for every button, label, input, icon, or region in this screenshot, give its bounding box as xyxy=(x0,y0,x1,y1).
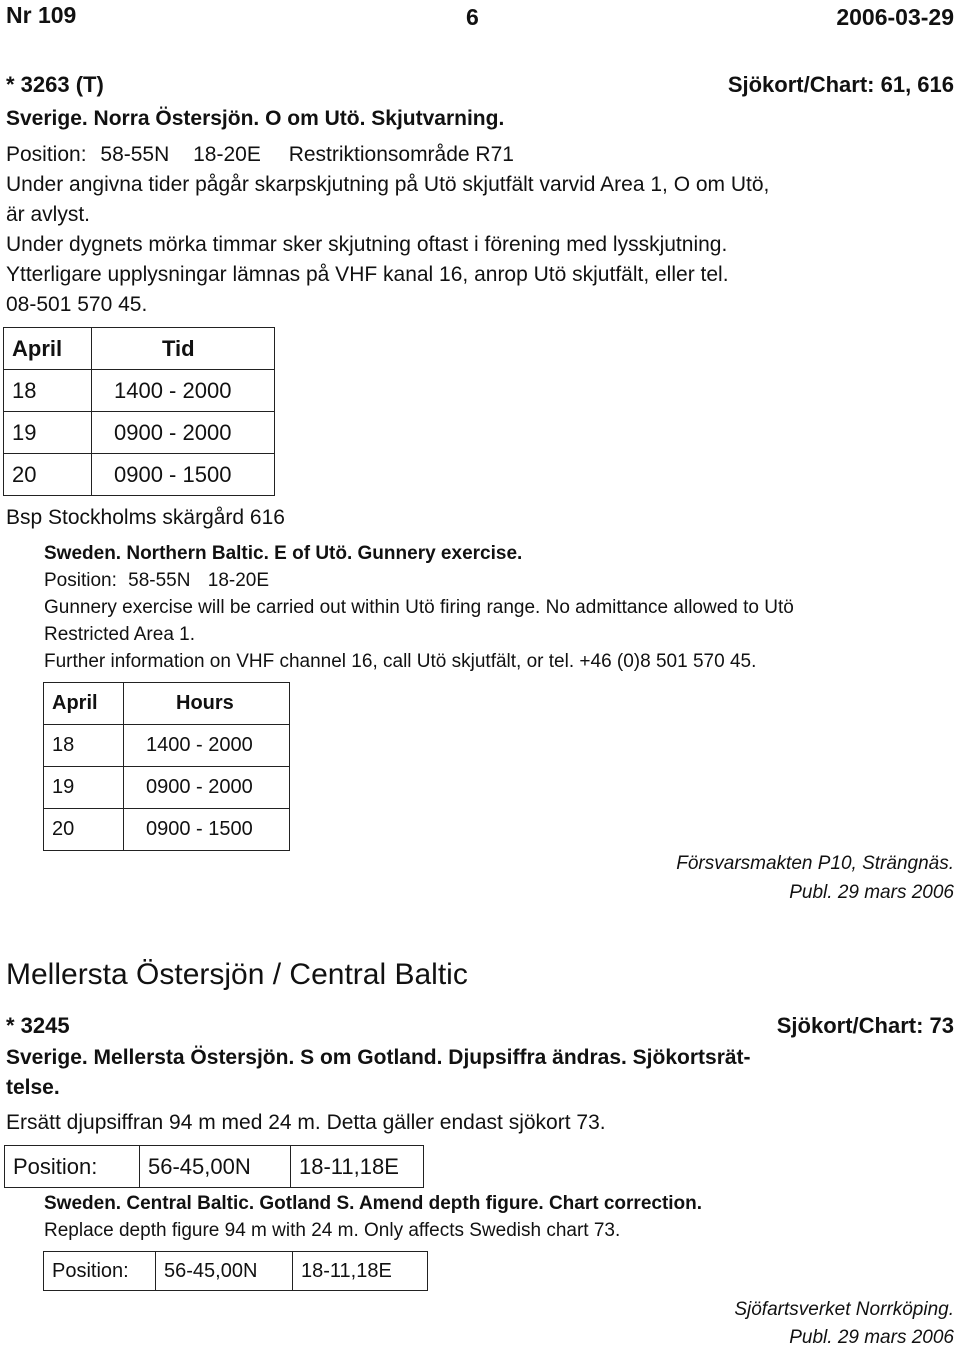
page-number: 6 xyxy=(466,4,479,30)
body-line: Replace depth figure 94 m with 24 m. Only affects Swedish chart 73. xyxy=(44,1220,621,1241)
table-cell: 19 xyxy=(44,767,124,809)
notice-title-en: Sweden. Northern Baltic. E of Utö. Gunnery exercise. xyxy=(44,543,523,564)
table-cell: 18 xyxy=(4,370,92,412)
body-line: Gunnery exercise will be carried out within Utö firing range. No admittance allowed to Utö xyxy=(44,597,794,618)
notice-number: * 3263 (T) xyxy=(6,72,104,97)
notice-title-sv: Sverige. Norra Östersjön. O om Utö. Skjutvarning. xyxy=(6,107,505,130)
table-cell: 18-11,18E xyxy=(293,1252,428,1291)
table-cell: 56-45,00N xyxy=(156,1252,293,1291)
chart-reference: Sjökort/Chart: 61, 616 xyxy=(727,72,954,97)
issue-date: 2006-03-29 xyxy=(836,4,954,30)
restricted-area: Restriktionsområde R71 xyxy=(288,143,514,166)
schedule-table-sv xyxy=(3,327,275,496)
table-cell: 0900 - 1500 xyxy=(124,809,290,851)
table-row xyxy=(44,725,290,767)
body-line: Restricted Area 1. xyxy=(44,624,196,645)
body-line: Under dygnets mörka timmar sker skjutning oftast i förening med lysskjutning. xyxy=(6,233,728,256)
table-cell: 0900 - 1500 xyxy=(92,454,275,496)
table-cell: 19 xyxy=(4,412,92,454)
notice-title-sv-cont: telse. xyxy=(6,1076,60,1099)
section-title: Mellersta Östersjön / Central Baltic xyxy=(6,958,468,991)
issue-number: Nr 109 xyxy=(6,2,77,28)
position-lon: 18-20E xyxy=(207,570,270,591)
body-line: Under angivna tider pågår skarpskjutning på Utö skjutfält varvid Area 1, O om Utö, xyxy=(6,173,770,196)
notice-title-sv: Sverige. Mellersta Östersjön. S om Gotland. Djupsiffra ändras. Sjökortsrät- xyxy=(6,1046,751,1069)
notice-title-en: Sweden. Central Baltic. Gotland S. Amend depth figure. Chart correction. xyxy=(44,1193,703,1214)
table-cell: Position: xyxy=(44,1252,156,1291)
position-table-sv xyxy=(4,1145,424,1188)
table-cell: 1400 - 2000 xyxy=(124,725,290,767)
position-lat: 58-55N xyxy=(128,570,191,591)
table-cell: 1400 - 2000 xyxy=(92,370,275,412)
source-authority: Försvarsmakten P10, Strängnäs. xyxy=(676,853,954,874)
table-row xyxy=(4,454,275,496)
table-row xyxy=(44,767,290,809)
table-cell: 20 xyxy=(44,809,124,851)
table-header: April xyxy=(44,683,124,725)
table-cell: 20 xyxy=(4,454,92,496)
body-line: är avlyst. xyxy=(6,203,91,226)
table-cell: 0900 - 2000 xyxy=(92,412,275,454)
publication-date: Publ. 29 mars 2006 xyxy=(789,1327,954,1348)
position-lat: 58-55N xyxy=(100,143,170,166)
publication-date: Publ. 29 mars 2006 xyxy=(789,882,954,903)
table-cell: 56-45,00N xyxy=(140,1146,291,1188)
position-line-sv xyxy=(6,140,514,169)
body-line: Ersätt djupsiffran 94 m med 24 m. Detta gäller endast sjökort 73. xyxy=(6,1111,606,1134)
notice-number: * 3245 xyxy=(6,1013,70,1038)
table-row xyxy=(4,412,275,454)
position-lon: 18-20E xyxy=(193,143,261,166)
position-label: Position: xyxy=(6,143,87,166)
chart-bsp: Bsp Stockholms skärgård 616 xyxy=(6,506,285,529)
table-cell: Position: xyxy=(5,1146,140,1188)
table-row xyxy=(4,370,275,412)
body-line: 08-501 570 45. xyxy=(6,293,148,316)
table-header: Hours xyxy=(124,683,290,725)
position-line-en xyxy=(44,567,269,594)
table-cell: 0900 - 2000 xyxy=(124,767,290,809)
schedule-table-en xyxy=(43,682,290,851)
body-line: Ytterligare upplysningar lämnas på VHF kanal 16, anrop Utö skjutfält, eller tel. xyxy=(6,263,729,286)
table-header: April xyxy=(4,328,92,370)
body-line: Further information on VHF channel 16, call Utö skjutfält, or tel. +46 (0)8 501 570 45. xyxy=(44,651,757,672)
position-table-en xyxy=(43,1251,428,1291)
table-cell: 18-11,18E xyxy=(291,1146,424,1188)
table-row xyxy=(44,809,290,851)
position-label: Position: xyxy=(44,570,117,591)
table-cell: 18 xyxy=(44,725,124,767)
table-header: Tid xyxy=(92,328,275,370)
chart-reference: Sjökort/Chart: 73 xyxy=(776,1013,954,1038)
source-authority: Sjöfartsverket Norrköping. xyxy=(734,1299,954,1320)
